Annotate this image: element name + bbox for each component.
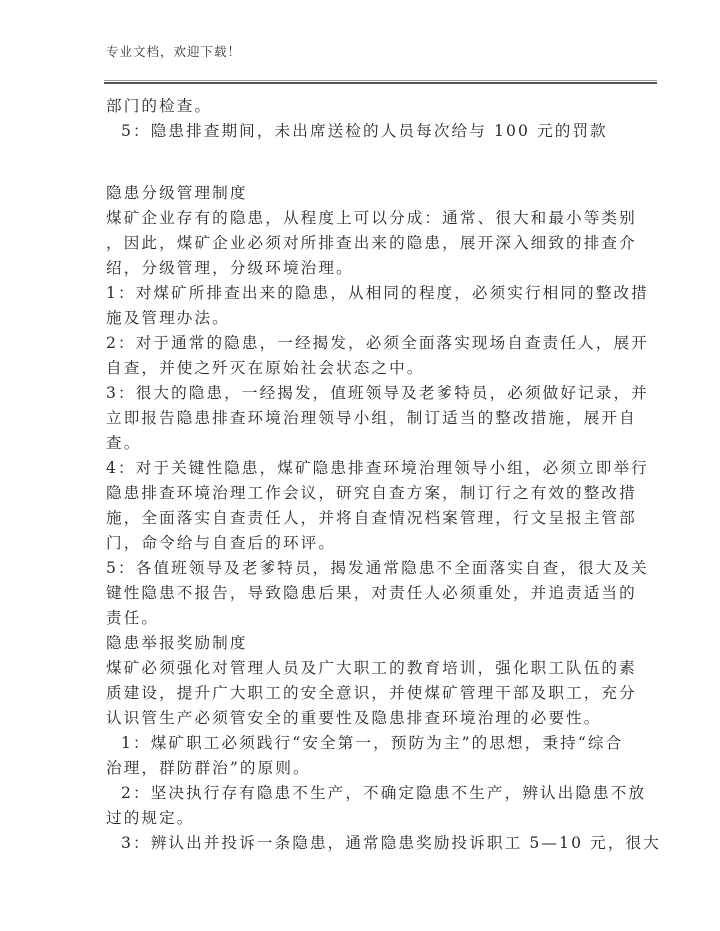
text-line: 绍，分级管理，分级环境治理。 [106,259,354,277]
text-line: 质建设，提升广大职工的安全意识，并使煤矿管理干部及职工，充分 [106,684,637,702]
document-body [106,94,661,856]
text-line: 施，全面落实自查责任人，并将自查情况档案管理，行文呈报主管部 [106,509,637,527]
text-line: 5：各值班领导及老爹特员，揭发通常隐患不全面落实自查，很大及关 [106,559,649,577]
text-line: 立即报告隐患排查环境治理领导小组，制订适当的整改措施，展开自 [106,409,637,427]
text-line: 键性隐患不报告，导致隐患后果，对责任人必须重处，并追责适当的 [106,584,637,602]
text-line: 4：对于关键性隐患，煤矿隐患排查环境治理领导小组，必须立即举行 [106,459,649,477]
text-line: 2：对于通常的隐患，一经揭发，必须全面落实现场自查责任人，展开 [106,334,649,352]
text-line: 部门的检查。 [106,97,213,115]
text-line: 3：辨认出并投诉一条隐患，通常隐患奖励投诉职工 5—10 元，很大 [121,834,661,852]
text-line: 门，命令给与自查后的环评。 [106,534,337,552]
text-line: 自查，并使之歼灭在原始社会状态之中。 [106,359,425,377]
text-line: 治理，群防群治”的原则。 [106,759,311,777]
blank-line [106,144,616,169]
text-line: 2：坚决执行存有隐患不生产，不确定隐患不生产，辨认出隐患不放 [121,784,647,802]
text-line: 查。 [106,434,142,452]
header-divider [104,80,657,84]
text-line: 1：对煤矿所排查出来的隐患，从相同的程度，必须实行相同的整改措 [106,284,649,302]
text-line: 过的规定。 [106,809,195,827]
text-line: 隐患排查环境治理工作会议，研究自查方案，制订行之有效的整改措 [106,484,637,502]
page-header-text: 专业文档，欢迎下载！ [106,44,242,59]
text-line: 煤矿企业存有的隐患，从程度上可以分成：通常、很大和最小等类别 [106,209,637,227]
text-line: 煤矿必须强化对管理人员及广大职工的教育培训，强化职工队伍的素 [106,659,637,677]
spacer [106,169,616,181]
text-line: 5：隐患排查期间，未出席送检的人员每次给与 100 元的罚款 [121,122,608,140]
section-heading: 隐患分级管理制度 [106,184,248,202]
section-heading: 隐患举报奖励制度 [106,634,248,652]
text-line: 认识管生产必须管安全的重要性及隐患排查环境治理的必要性。 [106,709,602,727]
text-line: 3：很大的隐患，一经揭发，值班领导及老爹特员，必须做好记录，并 [106,384,649,402]
text-line: 1：煤矿职工必须践行“安全第一，预防为主”的思想，秉持“综合 [121,734,624,752]
text-line: 责任。 [106,609,160,627]
text-line: ，因此，煤矿企业必须对所排查出来的隐患，展开深入细致的排查介 [106,234,637,252]
text-line: 施及管理办法。 [106,309,230,327]
